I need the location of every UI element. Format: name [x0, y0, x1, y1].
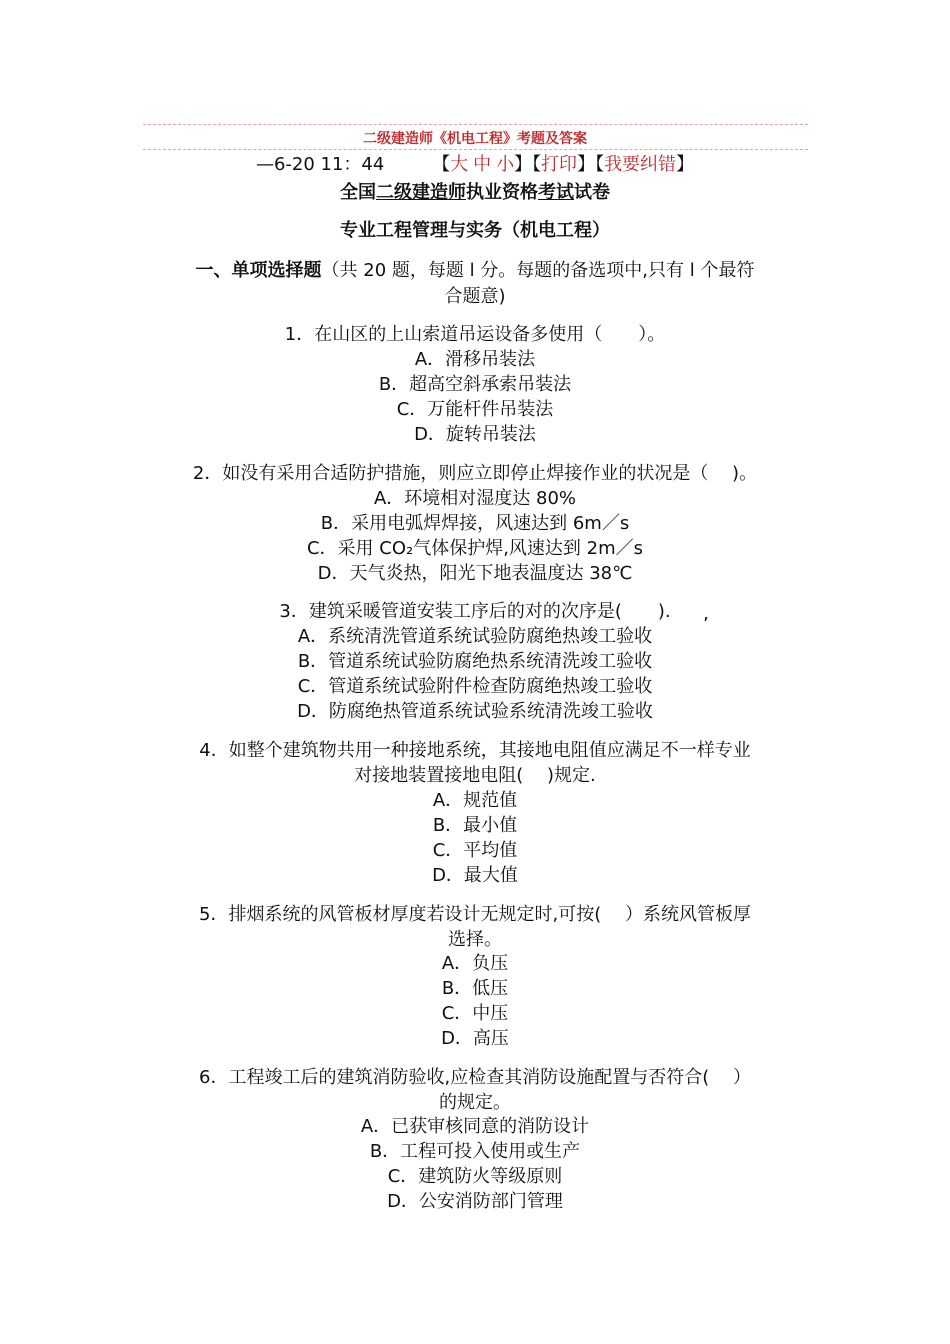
font-size-large-link[interactable]: 大	[450, 154, 474, 175]
question-6-stem-cont: 的规定。	[439, 1092, 511, 1113]
question-5-option-c: C．中压	[441, 1003, 509, 1024]
stray-mark: ’	[703, 614, 709, 635]
question-6-option-a: A．已获审核同意的消防设计	[360, 1116, 590, 1137]
exam-subtitle: 专业工程管理与实务（机电工程）	[340, 220, 610, 241]
exam-title: 全国二级建造师执业资格考试试卷	[340, 182, 610, 203]
section-description: （共 20 题，每题 l 分。每题的备选项中,只有 l 个最符	[321, 260, 755, 281]
question-4-option-d: D．最大值	[432, 865, 518, 886]
question-3-option-a: A．系统清洗管道系统试验防腐绝热竣工验收	[297, 626, 653, 647]
question-4-option-c: C．平均值	[432, 840, 518, 861]
question-4-option-b: B．最小值	[432, 815, 518, 836]
header-divider-top	[143, 124, 808, 125]
question-2-option-c: C．采用 CO₂气体保护焊,风速达到 2m／s	[306, 538, 644, 559]
question-2-stem: 2．如没有采用合适防护措施，则应立即停止焊接作业的状况是（ )。	[192, 463, 758, 484]
question-6-stem: 6．工程竣工后的建筑消防验收,应检查其消防设施配置与否符合( ）	[199, 1067, 751, 1088]
question-3-option-c: C．管道系统试验附件检查防腐绝热竣工验收	[297, 676, 653, 697]
question-1-option-d: D．旋转吊装法	[414, 424, 536, 445]
question-5-stem: 5．排烟系统的风管板材厚度若设计无规定时,可按( ）系统风管板厚	[199, 904, 751, 925]
question-2-option-b: B．采用电弧焊焊接，风速达到 6m／s	[320, 513, 630, 534]
question-4-stem: 4．如整个建筑物共用一种接地系统，其接地电阻值应满足不一样专业	[199, 740, 751, 761]
article-title: 二级建造师《机电工程》考题及答案	[363, 131, 587, 147]
question-2-option-d: D．天气炎热，阳光下地表温度达 38℃	[317, 563, 633, 584]
question-4-stem-cont: 对接地装置接地电阻( )规定.	[354, 765, 596, 786]
exam-title-link-builder[interactable]: 二级建造师	[376, 182, 466, 203]
question-2-option-a: A．环境相对湿度达 80%	[373, 488, 577, 509]
question-5-option-a: A．负压	[441, 953, 509, 974]
report-error-link[interactable]: 我要纠错	[604, 154, 677, 175]
question-3-option-d: D．防腐绝热管道系统试验系统清洗竣工验收	[297, 701, 653, 722]
question-6-option-d: D．公安消防部门管理	[387, 1191, 563, 1212]
question-6-option-b: B．工程可投入使用或生产	[369, 1141, 581, 1162]
question-1-stem: 1．在山区的上山索道吊运设备多使用（ ）。	[284, 324, 666, 345]
section-label: 一、单项选择题	[195, 260, 322, 281]
article-meta: —6-20 11：44 【大中小】【打印】【我要纠错】	[255, 154, 695, 175]
font-size-medium-link[interactable]: 中	[473, 154, 497, 175]
section-heading	[0, 256, 950, 282]
question-1-option-b: B．超高空斜承索吊装法	[378, 374, 572, 395]
question-5-stem-cont: 选择。	[448, 929, 502, 950]
question-4-option-a: A．规范值	[432, 790, 518, 811]
question-3-option-b: B．管道系统试验防腐绝热系统清洗竣工验收	[297, 651, 653, 672]
question-3-stem: 3．建筑采暖管道安装工序后的对的次序是( ).	[279, 601, 671, 622]
print-link[interactable]: 打印	[541, 154, 578, 175]
question-5-option-d: D．高压	[441, 1028, 509, 1049]
question-1-option-c: C．万能杆件吊装法	[396, 399, 554, 420]
exam-title-link-exam[interactable]: 考试	[538, 182, 574, 203]
question-1-option-a: A．滑移吊装法	[414, 349, 536, 370]
font-size-small-link[interactable]: 小	[496, 154, 515, 175]
question-5-option-b: B．低压	[441, 978, 509, 999]
section-description-cont: 合题意)	[444, 286, 506, 307]
publish-date: —6-20 11：44	[255, 154, 385, 175]
question-6-option-c: C．建筑防火等级原则	[387, 1166, 563, 1187]
